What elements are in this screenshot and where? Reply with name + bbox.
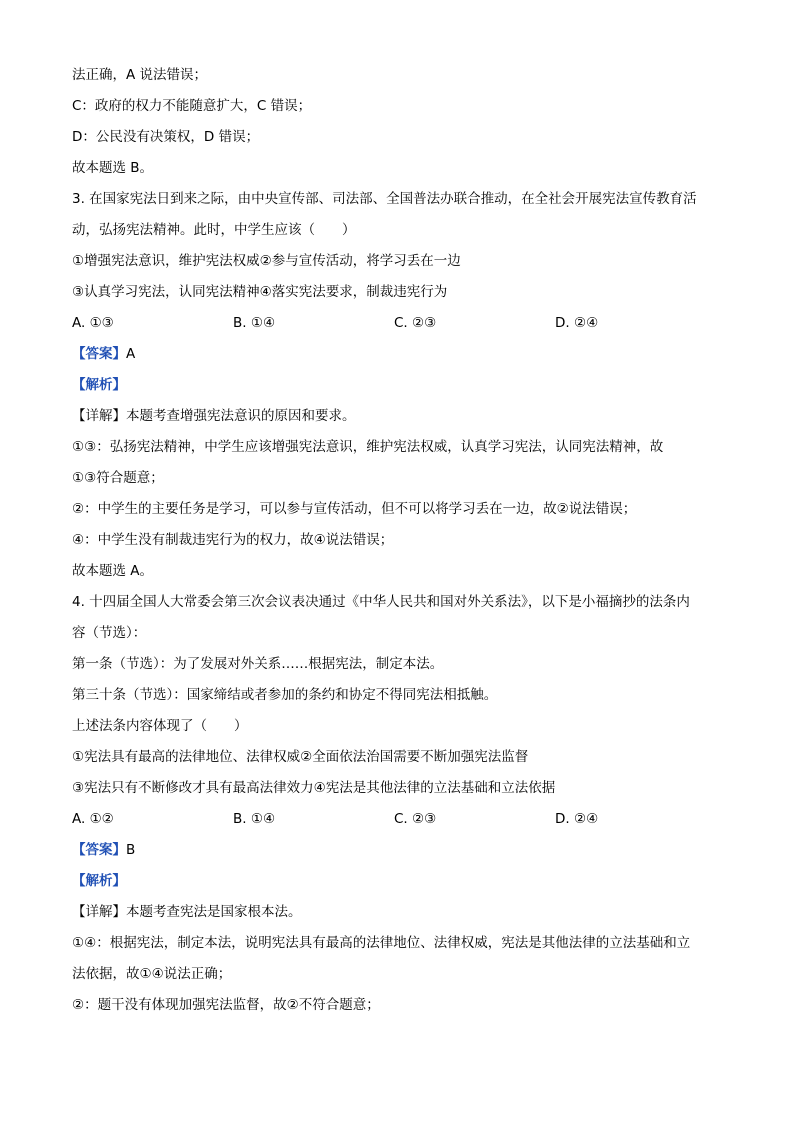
option-row (72, 308, 732, 339)
explanation-line: ④：中学生没有制裁违宪行为的权力，故④说法错误； (72, 532, 394, 548)
question-stem: 容（节选）： (72, 625, 147, 641)
question-ask: 上述法条内容体现了（ ） (72, 718, 248, 734)
text-line: 故本题选 B。 (72, 160, 154, 176)
statement-line: ①宪法具有最高的法律地位、法律权威②全面依法治国需要不断加强宪法监督 (72, 749, 529, 765)
explanation-line: ①③符合题意； (72, 470, 164, 486)
answer-value: A (126, 346, 136, 362)
text-line: D：公民没有决策权，D 错误； (72, 129, 260, 145)
article-line: 第三十条（节选）：国家缔结或者参加的条约和协定不得同宪法相抵触。 (72, 687, 498, 703)
detail-label: 【详解】 (72, 904, 126, 920)
option-c: C. ②③ (394, 811, 437, 827)
detail-text: 本题考查增强宪法意识的原因和要求。 (126, 408, 356, 424)
answer-value: B (126, 842, 136, 858)
statement-line: ③认真学习宪法，认同宪法精神④落实宪法要求，制裁违宪行为 (72, 284, 448, 300)
detail-line (72, 401, 732, 432)
question-stem: 3. 在国家宪法日到来之际，由中央宣传部、司法部、全国普法办联合推动，在全社会开展宪法宣传教育活 (72, 191, 697, 207)
article-line: 第一条（节选）：为了发展对外关系……根据宪法，制定本法。 (72, 656, 444, 672)
question-3 (72, 184, 732, 587)
statement-line: ①增强宪法意识，维护宪法权威②参与宣传活动，将学习丢在一边 (72, 253, 461, 269)
explanation-line: ②：中学生的主要任务是学习，可以参与宣传活动，但不可以将学习丢在一边，故②说法错误； (72, 501, 637, 517)
explanation-line: ①④：根据宪法，制定本法，说明宪法具有最高的法律地位、法律权威，宪法是其他法律的立法基础和立 (72, 935, 691, 951)
answer-label: 【答案】 (72, 346, 126, 362)
analysis-label: 【解析】 (72, 377, 126, 393)
option-b: B. ①④ (233, 315, 276, 331)
option-d: D. ②④ (555, 811, 599, 827)
option-b: B. ①④ (233, 811, 276, 827)
conclusion-line: 故本题选 A。 (72, 563, 154, 579)
explanation-line: ①③：弘扬宪法精神，中学生应该增强宪法意识，维护宪法权威，认真学习宪法，认同宪法精神，故 (72, 439, 664, 455)
question-stem: 动，弘扬宪法精神。此时，中学生应该（ ） (72, 222, 356, 238)
option-c: C. ②③ (394, 315, 437, 331)
answer-label: 【答案】 (72, 842, 126, 858)
analysis-label: 【解析】 (72, 873, 126, 889)
option-a: A. ①② (72, 811, 114, 827)
detail-label: 【详解】 (72, 408, 126, 424)
statement-line: ③宪法只有不断修改才具有最高法律效力④宪法是其他法律的立法基础和立法依据 (72, 780, 556, 796)
explanation-line: 法依据，故①④说法正确； (72, 966, 232, 982)
option-a: A. ①③ (72, 315, 114, 331)
explanation-line: ②：题干没有体现加强宪法监督，故②不符合题意； (72, 997, 380, 1013)
detail-line (72, 897, 732, 928)
document-page (72, 60, 732, 1021)
question-4 (72, 587, 732, 1021)
option-d: D. ②④ (555, 315, 599, 331)
answer-line (72, 835, 732, 866)
question-stem: 4. 十四届全国人大常委会第三次会议表决通过《中华人民共和国对外关系法》，以下是小福摘抄的法条内 (72, 594, 690, 610)
text-line: 法正确，A 说法错误； (72, 67, 208, 83)
option-row (72, 804, 732, 835)
analysis-line (72, 866, 732, 897)
analysis-line (72, 370, 732, 401)
detail-text: 本题考查宪法是国家根本法。 (126, 904, 302, 920)
answer-line (72, 339, 732, 370)
text-line: C：政府的权力不能随意扩大，C 错误； (72, 98, 312, 114)
